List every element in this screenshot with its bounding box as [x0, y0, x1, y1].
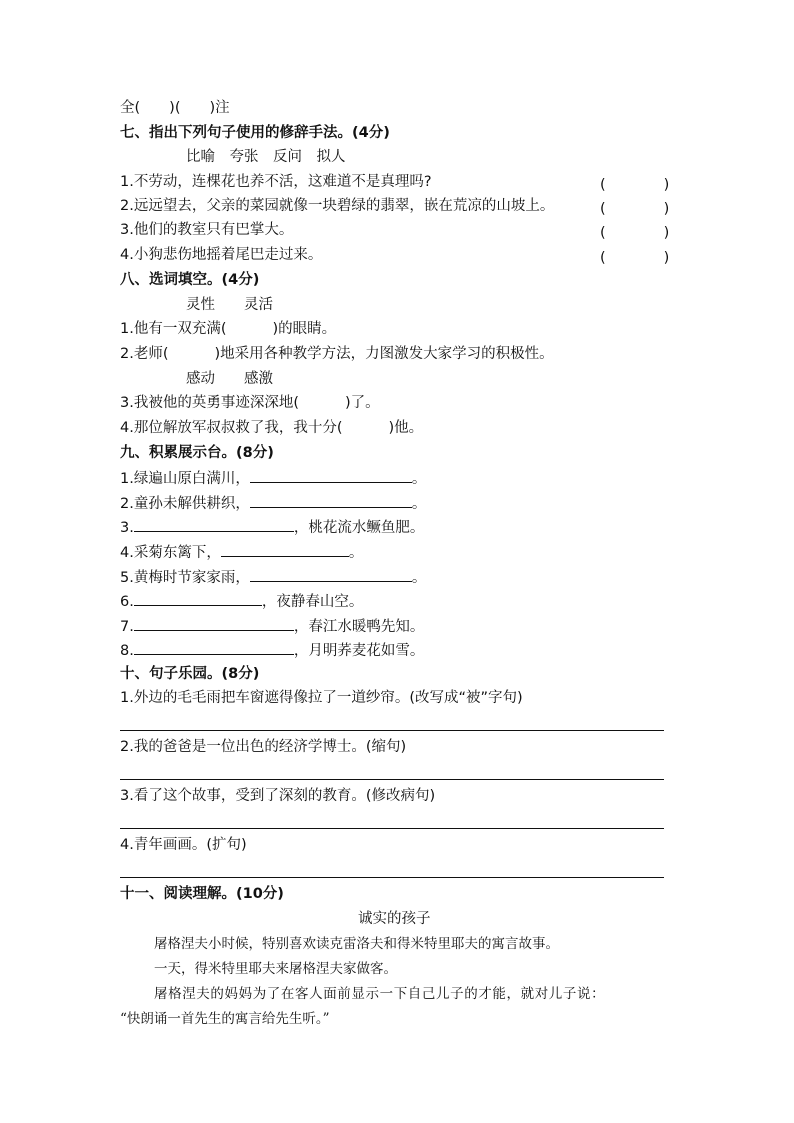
section-8-group-1: 灵性 灵活 [186, 297, 273, 313]
s9-item-4-post: 。 [348, 545, 364, 561]
s9-item-6 [120, 591, 363, 611]
section-7-heading: 七、指出下列句子使用的修辞手法。(4分) [120, 125, 390, 141]
s7-answer-2[interactable]: ( ) [600, 201, 670, 217]
s9-item-1-pre: 1.绿遍山原白满川， [120, 471, 250, 487]
s9-item-3-blank[interactable] [134, 517, 294, 532]
s9-item-8 [120, 640, 424, 660]
s9-item-2 [120, 493, 426, 513]
s9-item-1-post: 。 [411, 471, 427, 487]
s9-item-5-pre: 5.黄梅时节家家雨， [120, 570, 250, 586]
section-7-options: 比喻 夸张 反问 拟人 [186, 149, 346, 165]
passage-paragraph-2: 一天，得米特里耶夫来屠格涅夫家做客。 [154, 961, 397, 977]
s7-answer-4[interactable]: ( ) [600, 250, 670, 266]
s8-item-1-post: )的眼睛。 [272, 321, 337, 337]
s7-answer-1[interactable]: ( ) [600, 177, 670, 193]
s9-item-8-post: ，月明荞麦花如雪。 [293, 643, 425, 659]
s8-item-3-post: )了。 [345, 395, 380, 411]
s10-item-3: 3.看了这个故事，受到了深刻的教育。(修改病句) [120, 788, 436, 804]
s9-item-3-post: ，桃花流水鳜鱼肥。 [293, 520, 425, 536]
s9-item-8-blank[interactable] [134, 640, 294, 655]
s9-item-5-post: 。 [411, 570, 427, 586]
s9-item-8-pre: 8. [120, 643, 134, 659]
s10-answer-line-1[interactable] [120, 730, 664, 731]
s7-answer-3[interactable]: ( ) [600, 225, 670, 241]
s8-item-4-post: )他。 [388, 420, 424, 436]
section-9-heading: 九、积累展示台。(8分) [120, 445, 274, 461]
s9-item-6-post: ，夜静春山空。 [261, 594, 364, 610]
passage-title: 诚实的孩子 [358, 911, 431, 927]
s9-item-4-blank[interactable] [221, 542, 349, 557]
s9-item-7-post: ，春江水暖鸭先知。 [293, 619, 425, 635]
s9-item-2-post: 。 [411, 496, 427, 512]
s10-answer-line-3[interactable] [120, 828, 664, 829]
s8-item-2-pre: 2.老师( [120, 346, 169, 362]
s7-item-1: 1.不劳动，连棵花也养不活，这难道不是真理吗? [120, 174, 432, 190]
s10-answer-line-4[interactable] [120, 877, 664, 878]
s8-item-3-pre: 3.我被他的英勇事迹深深地( [120, 395, 299, 411]
s9-item-2-pre: 2.童孙未解供耕织， [120, 496, 250, 512]
s9-item-7-blank[interactable] [134, 616, 294, 631]
s10-item-4: 4.青年画画。(扩句) [120, 837, 247, 853]
s9-item-6-blank[interactable] [134, 591, 262, 606]
s9-item-5 [120, 567, 426, 587]
s9-item-3 [120, 517, 424, 537]
s10-item-2: 2.我的爸爸是一位出色的经济学博士。(缩句) [120, 739, 407, 755]
s9-item-6-pre: 6. [120, 594, 134, 610]
s8-item-4 [120, 419, 423, 437]
section-8-heading: 八、选词填空。(4分) [120, 272, 260, 288]
passage-paragraph-3-cont: “快朗诵一首先生的寓言给先生听。” [120, 1011, 330, 1027]
section-10-heading: 十、句子乐园。(8分) [120, 666, 260, 682]
s9-item-7-pre: 7. [120, 619, 134, 635]
s9-item-1-blank[interactable] [250, 468, 412, 483]
s8-item-4-pre: 4.那位解放军叔叔救了我，我十分( [120, 420, 343, 436]
s8-item-2 [120, 345, 554, 363]
top-line: 全( )( )注 [120, 100, 230, 116]
s8-item-1 [120, 320, 336, 338]
s9-item-5-blank[interactable] [250, 567, 412, 582]
s8-item-3 [120, 394, 380, 412]
s9-item-7 [120, 616, 424, 636]
section-11-heading: 十一、阅读理解。(10分) [120, 886, 284, 902]
s7-item-3: 3.他们的教室只有巴掌大。 [120, 222, 294, 238]
section-8-group-2: 感动 感激 [186, 371, 273, 387]
s8-item-2-post: )地采用各种教学方法，力图激发大家学习的积极性。 [214, 346, 554, 362]
s9-item-1 [120, 468, 426, 488]
s7-item-4: 4.小狗悲伤地摇着尾巴走过来。 [120, 247, 323, 263]
s10-item-1: 1.外边的毛毛雨把车窗遮得像拉了一道纱帘。(改写成“被”字句) [120, 690, 523, 706]
s9-item-3-pre: 3. [120, 520, 134, 536]
passage-paragraph-3: 屠格涅夫的妈妈为了在客人面前显示一下自己儿子的才能，就对儿子说： [154, 986, 606, 1002]
s9-item-4 [120, 542, 363, 562]
s9-item-4-pre: 4.采菊东篱下， [120, 545, 221, 561]
passage-paragraph-1: 屠格涅夫小时候，特别喜欢读克雷洛夫和得米特里耶夫的寓言故事。 [154, 936, 559, 952]
s10-answer-line-2[interactable] [120, 779, 664, 780]
s9-item-2-blank[interactable] [250, 493, 412, 508]
s7-item-2: 2.远远望去，父亲的菜园就像一块碧绿的翡翠，嵌在荒凉的山坡上。 [120, 198, 555, 214]
s8-item-1-pre: 1.他有一双充满( [120, 321, 227, 337]
